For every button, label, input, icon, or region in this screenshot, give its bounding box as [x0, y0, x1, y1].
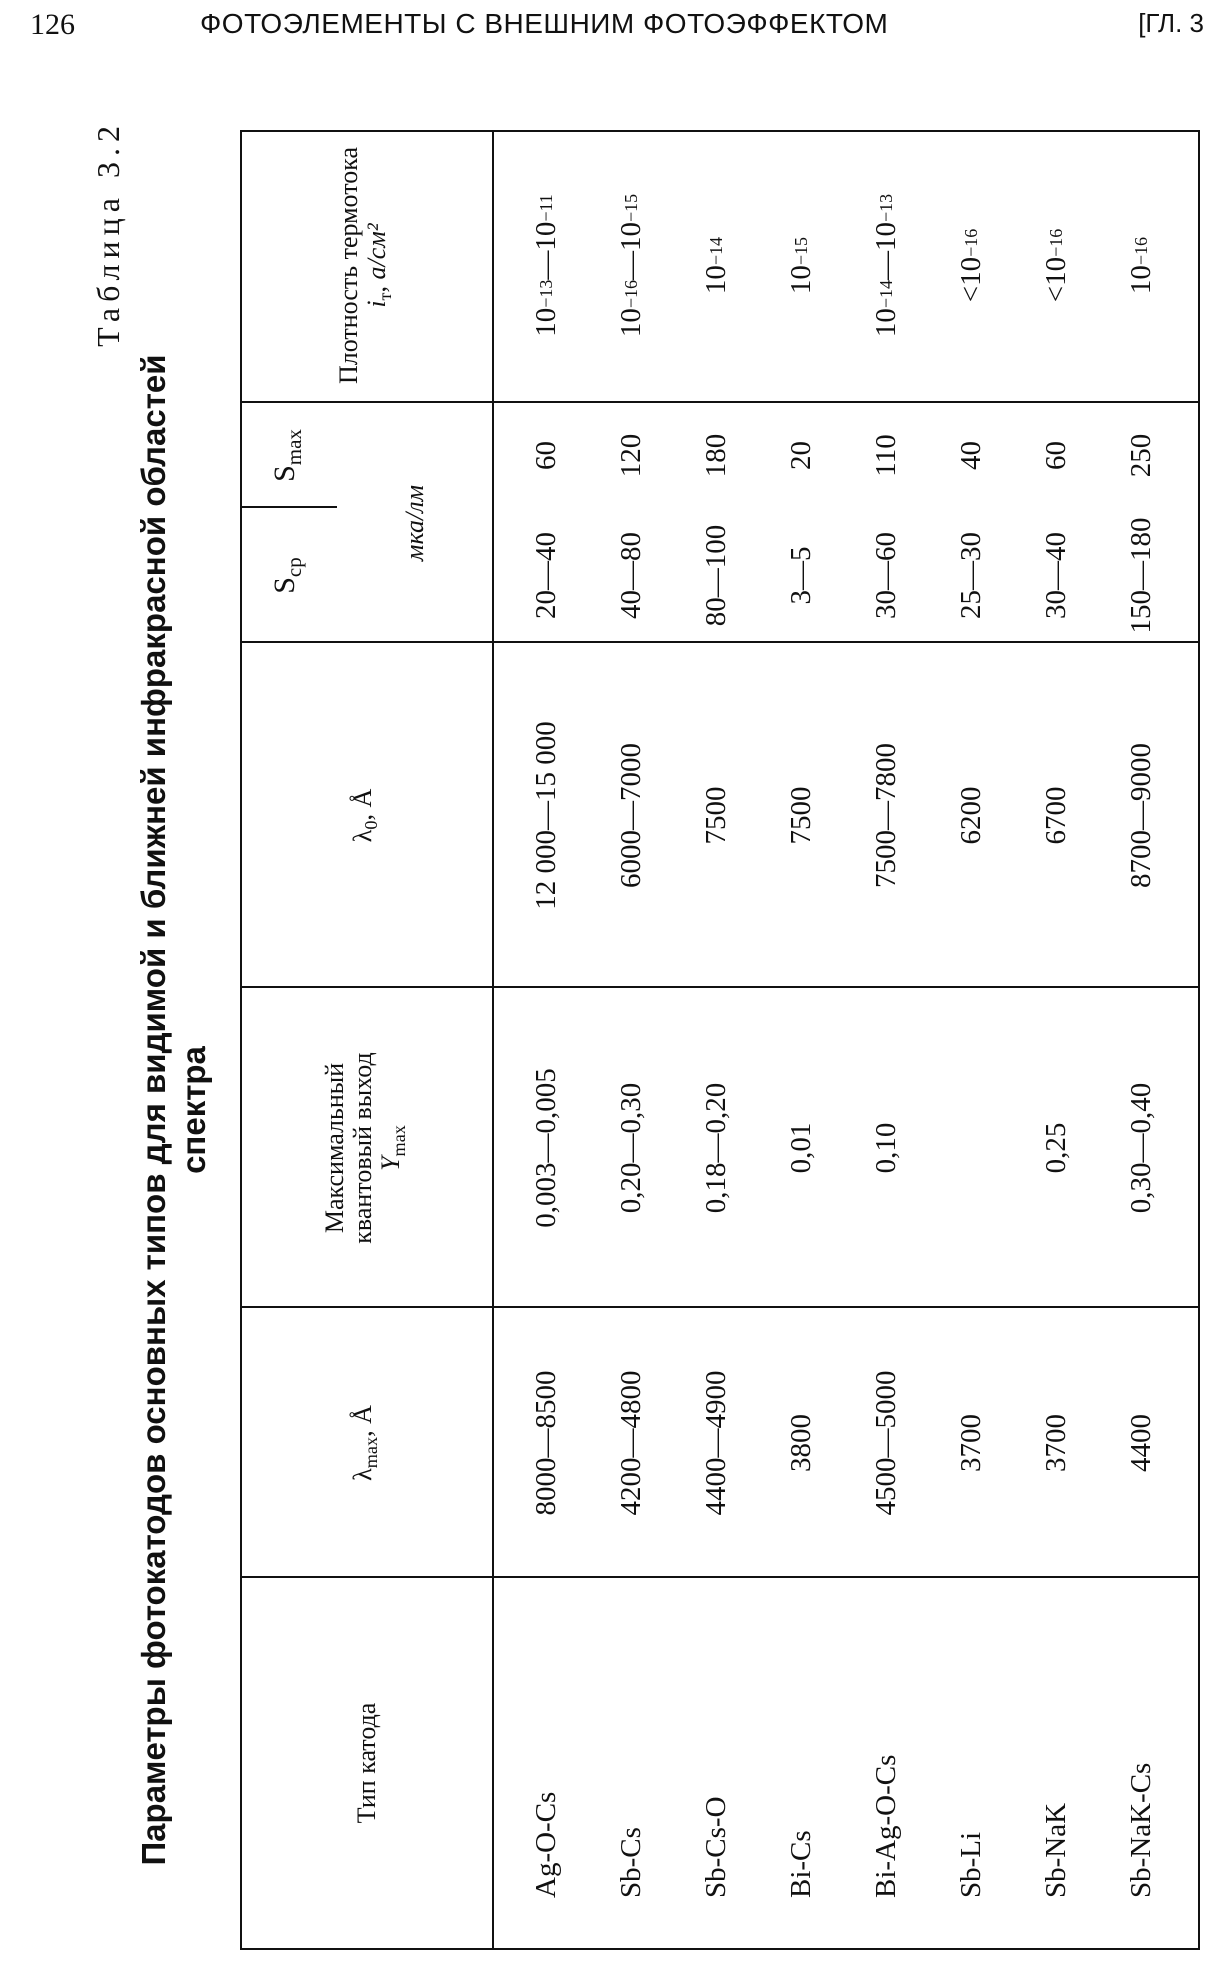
cell-type: Sb-NaK-Cs — [1125, 1762, 1157, 1898]
header-s-max: $S_{max}$ — [268, 429, 306, 482]
cell-type: Sb-Li — [955, 1831, 987, 1898]
cell-yield: 0,30—0,40 — [1125, 1082, 1157, 1214]
cell-thermo-current: 10 −16 — 10 −15 — [615, 193, 647, 338]
cell-yield: 0,01 — [785, 1122, 817, 1174]
cell-thermo-current: < 10 −16 — [955, 228, 987, 303]
cell-s-max: 110 — [870, 434, 902, 477]
cell-yield — [929, 988, 1014, 1308]
cell-thermo-current: 10 −14 — [700, 236, 732, 295]
cell-thermo-current: 10 −13 — 10 −11 — [530, 194, 562, 337]
table-title: Параметры фотокатодов основных типов для видимой и ближней инфракрасной областей спектра — [135, 354, 212, 1866]
cell-yield: 0,20—0,30 — [615, 1082, 647, 1214]
cell-lambda-max: 3700 — [955, 1414, 987, 1472]
cell-lambda-max: 3700 — [1040, 1414, 1072, 1472]
cell-lambda-max: 3800 — [785, 1414, 817, 1472]
cell-s-max: 250 — [1125, 433, 1157, 478]
cell-s-cp: 30—40 — [1040, 532, 1072, 619]
cell-lambda0: 12 000—15 000 — [530, 721, 562, 910]
chapter-label: [ГЛ. 3 — [1138, 8, 1204, 38]
cell-lambda0: 8700—9000 — [1125, 743, 1157, 888]
cell-s-max: 60 — [530, 441, 562, 470]
parameters-table — [240, 130, 1200, 1950]
rotated-table-page — [60, 110, 1210, 1950]
cell-s-cp: 25—30 — [955, 532, 987, 619]
cell-lambda0: 7500—7800 — [870, 743, 902, 888]
cell-lambda0: 6700 — [1040, 786, 1072, 845]
cell-thermo-current: 10 −14 — 10 −13 — [870, 193, 902, 338]
running-title: ФОТОЭЛЕМЕНТЫ С ВНЕШНИМ ФОТОЭФФЕКТОМ — [200, 8, 889, 39]
cell-s-max: 20 — [785, 441, 817, 470]
cell-s-max: 180 — [700, 433, 732, 478]
cell-s-cp: 30—60 — [870, 532, 902, 619]
cell-lambda0: 6000—7000 — [615, 743, 647, 888]
header-s-cp: $S_{ср}$ — [268, 557, 306, 594]
header-thermo-current: Плотность термотока $i_т$, а/см² — [333, 147, 396, 385]
cell-lambda-max: 4200—4800 — [615, 1370, 647, 1516]
cell-lambda-max: 8000—8500 — [530, 1370, 562, 1516]
cell-s-cp: 3—5 — [785, 546, 817, 605]
cell-lambda-max: 4500—5000 — [870, 1370, 902, 1516]
cell-type: Bi-Cs — [785, 1830, 817, 1898]
cell-lambda0: 6200 — [955, 786, 987, 845]
header-type: Тип катода — [352, 1702, 381, 1824]
cell-type: Sb-Cs-O — [700, 1796, 732, 1898]
cell-type: Ag-O-Cs — [530, 1791, 562, 1898]
cell-type: Sb-Cs — [615, 1827, 647, 1898]
header-lambda-max: $\lambda_{max}$, Å — [347, 1405, 382, 1481]
cell-lambda-max: 4400 — [1125, 1414, 1157, 1472]
cell-s-max: 60 — [1040, 441, 1072, 470]
cell-yield: 0,25 — [1040, 1122, 1072, 1174]
cell-s-max: 120 — [615, 433, 647, 478]
cell-yield: 0,18—0,20 — [700, 1082, 732, 1214]
cell-thermo-current: 10 −16 — [1125, 236, 1157, 295]
cell-thermo-current: 10 −15 — [785, 236, 817, 295]
cell-s-cp: 80—100 — [700, 524, 732, 627]
header-lambda0: $\lambda_0$, Å — [347, 788, 382, 843]
header-bottom-rule — [492, 132, 494, 1948]
cell-s-max: 40 — [955, 441, 987, 470]
cell-yield: 0,003—0,005 — [530, 1068, 562, 1228]
cell-lambda0: 7500 — [785, 786, 817, 845]
table-number: Таблица 3.2 — [90, 120, 126, 347]
cell-lambda-max: 4400—4900 — [700, 1370, 732, 1516]
cell-type: Sb-NaK — [1040, 1802, 1072, 1898]
header-s-unit: мка/лм — [399, 484, 429, 562]
header-quantum-yield: Максимальный квантовый выход $Y_{max}$ — [319, 1052, 410, 1244]
cell-s-cp: 150—180 — [1125, 517, 1157, 634]
cell-s-cp: 20—40 — [530, 532, 562, 619]
cell-lambda0: 7500 — [700, 786, 732, 845]
cell-thermo-current: < 10 −16 — [1040, 228, 1072, 303]
cell-s-cp: 40—80 — [615, 532, 647, 619]
page-number: 126 — [30, 8, 75, 41]
cell-type: Bi-Ag-O-Cs — [870, 1754, 902, 1898]
cell-yield: 0,10 — [870, 1122, 902, 1174]
